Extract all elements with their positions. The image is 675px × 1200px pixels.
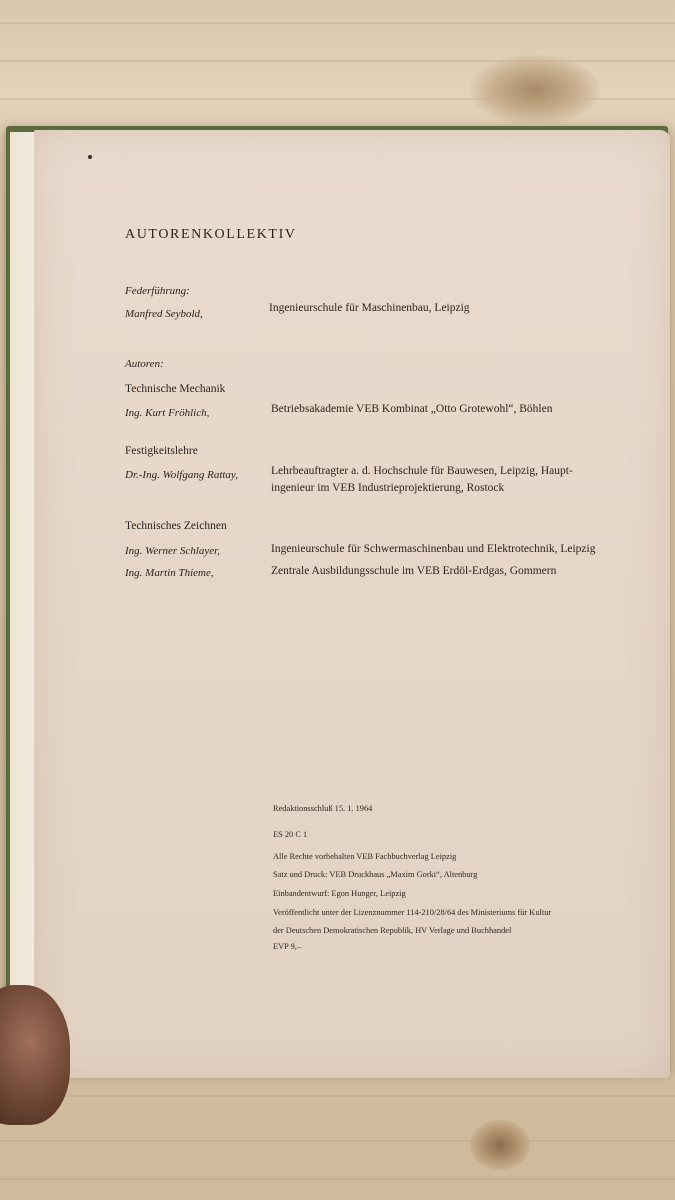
page-title: AUTORENKOLLEKTIV — [125, 227, 297, 242]
wood-knot — [470, 1120, 530, 1170]
lead-name: Manfred Seybold, — [125, 308, 203, 320]
book-page — [34, 130, 670, 1078]
imprint-cover-design: Einbandentwurf: Egon Hunger, Leipzig — [273, 889, 406, 898]
imprint-license: Veröffentlicht unter der Lizenznummer 114-210/28/64 des Ministeriums für Kultur — [273, 908, 552, 917]
page-mark — [88, 155, 92, 159]
authors-label: Autoren: — [125, 358, 164, 370]
imprint-price: EVP 9,– — [273, 942, 302, 951]
imprint-rights: Alle Rechte vorbehalten VEB Fachbuchverlag Leipzig — [273, 852, 457, 861]
author-name: Ing. Werner Schlayer, — [125, 545, 220, 557]
author-affiliation: Ingenieurschule für Schwermaschinenbau und Elektrotechnik, Leipzig — [271, 543, 596, 555]
lead-label: Federführung: — [125, 285, 190, 297]
section-subject: Festigkeitslehre — [125, 445, 198, 457]
imprint-license-continued: der Deutschen Demokratischen Republik, HV Verlage und Buchhandel — [273, 926, 512, 935]
imprint-code: ES 20 C 1 — [273, 830, 308, 839]
author-affiliation-continued: ingenieur im VEB Industrieprojektierung, Rostock — [271, 482, 505, 494]
wood-knot — [470, 55, 600, 125]
author-affiliation: Betriebsakademie VEB Kombinat „Otto Grotewohl“, Böhlen — [271, 403, 553, 415]
author-name: Ing. Martin Thieme, — [125, 567, 214, 579]
imprint-print: Satz und Druck: VEB Druckhaus „Maxim Gorki“, Altenburg — [273, 870, 478, 879]
lead-affiliation: Ingenieurschule für Maschinenbau, Leipzig — [269, 302, 470, 314]
author-name: Dr.-Ing. Wolfgang Rattay, — [125, 469, 238, 481]
imprint-editorial-close: Redaktionsschluß 15. 1. 1964 — [273, 804, 373, 813]
author-affiliation: Lehrbeauftragter a. d. Hochschule für Bauwesen, Leipzig, Haupt- — [271, 465, 573, 477]
section-subject: Technische Mechanik — [125, 383, 226, 395]
author-affiliation: Zentrale Ausbildungsschule im VEB Erdöl-Erdgas, Gommern — [271, 565, 557, 577]
section-subject: Technisches Zeichnen — [125, 520, 227, 532]
author-name: Ing. Kurt Fröhlich, — [125, 407, 210, 419]
